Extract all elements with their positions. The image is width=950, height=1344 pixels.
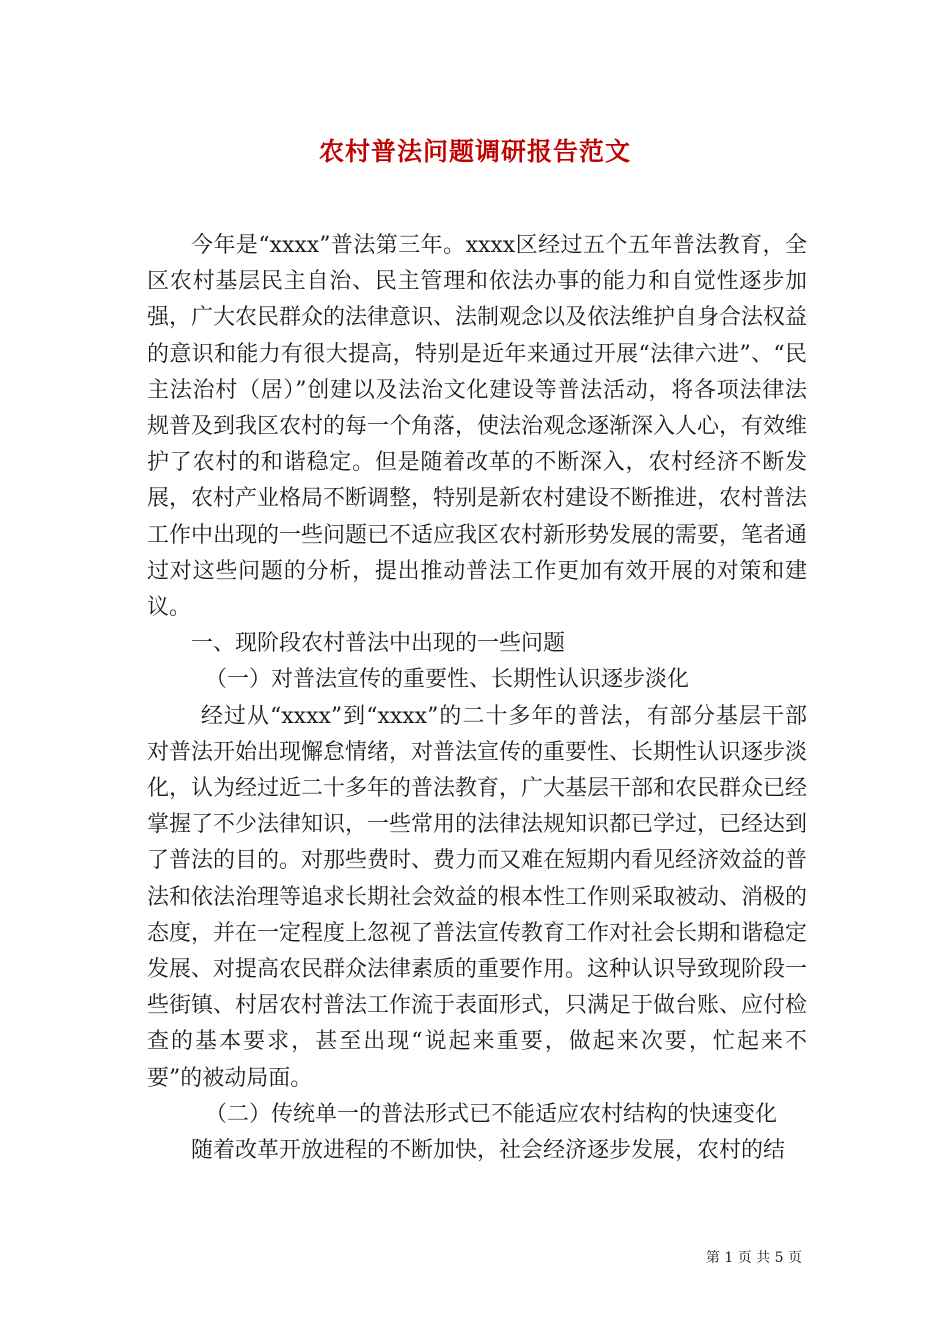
paragraph-body: 随着改革开放进程的不断加快，社会经济逐步发展，农村的结 xyxy=(191,1138,786,1164)
subsection-heading: （一）对普法宣传的重要性、长期性认识逐步淡化 xyxy=(205,667,690,693)
subsection-heading: （二）传统单一的普法形式已不能适应农村结构的快速变化 xyxy=(205,1101,778,1127)
document-body xyxy=(147,228,807,1169)
paragraph-intro: 今年是“xxxx”普法第三年。xxxx区经过五个五年普法教育，全区农村基层民主自治、民主管理和依法办事的能力和自觉性逐步加强，广大农民群众的法律意识、法制观念以及依法维护自身合法权益的意识和能力有很大提高，特别是近年来通过开展“法律六进”、“民主法治村（居）”创建以及法治文化建设等普法活动，将各项法律法规普及到我区农村的每一个角落，使法治观念逐渐深入人心，有效维护了农村的和谐稳定。但是随着改革的不断深入，农村经济不断发展，农村产业格局不断调整，特别是新农村建设不断推进，农村普法工作中出现的一些问题已不适应我区农村新形势发展的需要，笔者通过对这些问题的分析，提出推动普法工作更加有效开展的对策和建议。 xyxy=(147,233,808,621)
paragraph-body: 经过从“xxxx”到“xxxx”的二十多年的普法，有部分基层干部对普法开始出现懈怠情绪，对普法宣传的重要性、长期性认识逐步淡化，认为经过近二十多年的普法教育，广大基层干部和农民群众已经掌握了不少法律知识，一些常用的法律法规知识都已学过，已经达到了普法的目的。对那些费时、费力而又难在短期内看见经济效益的普法和依法治理等追求长期社会效益的根本性工作则采取被动、消极的态度，并在一定程度上忽视了普法宣传教育工作对社会长期和谐稳定发展、对提高农民群众法律素质的重要作用。这种认识导致现阶段一些街镇、村居农村普法工作流于表面形式，只满足于做台账、应付检查的基本要求，甚至出现“说起来重要，做起来次要，忙起来不要”的被动局面。 xyxy=(147,703,808,1091)
section-heading: 一、现阶段农村普法中出现的一些问题 xyxy=(191,631,566,657)
document-title: 农村普法问题调研报告范文 xyxy=(318,137,631,166)
page-number: 第 1 页 共 5 页 xyxy=(705,1250,802,1266)
